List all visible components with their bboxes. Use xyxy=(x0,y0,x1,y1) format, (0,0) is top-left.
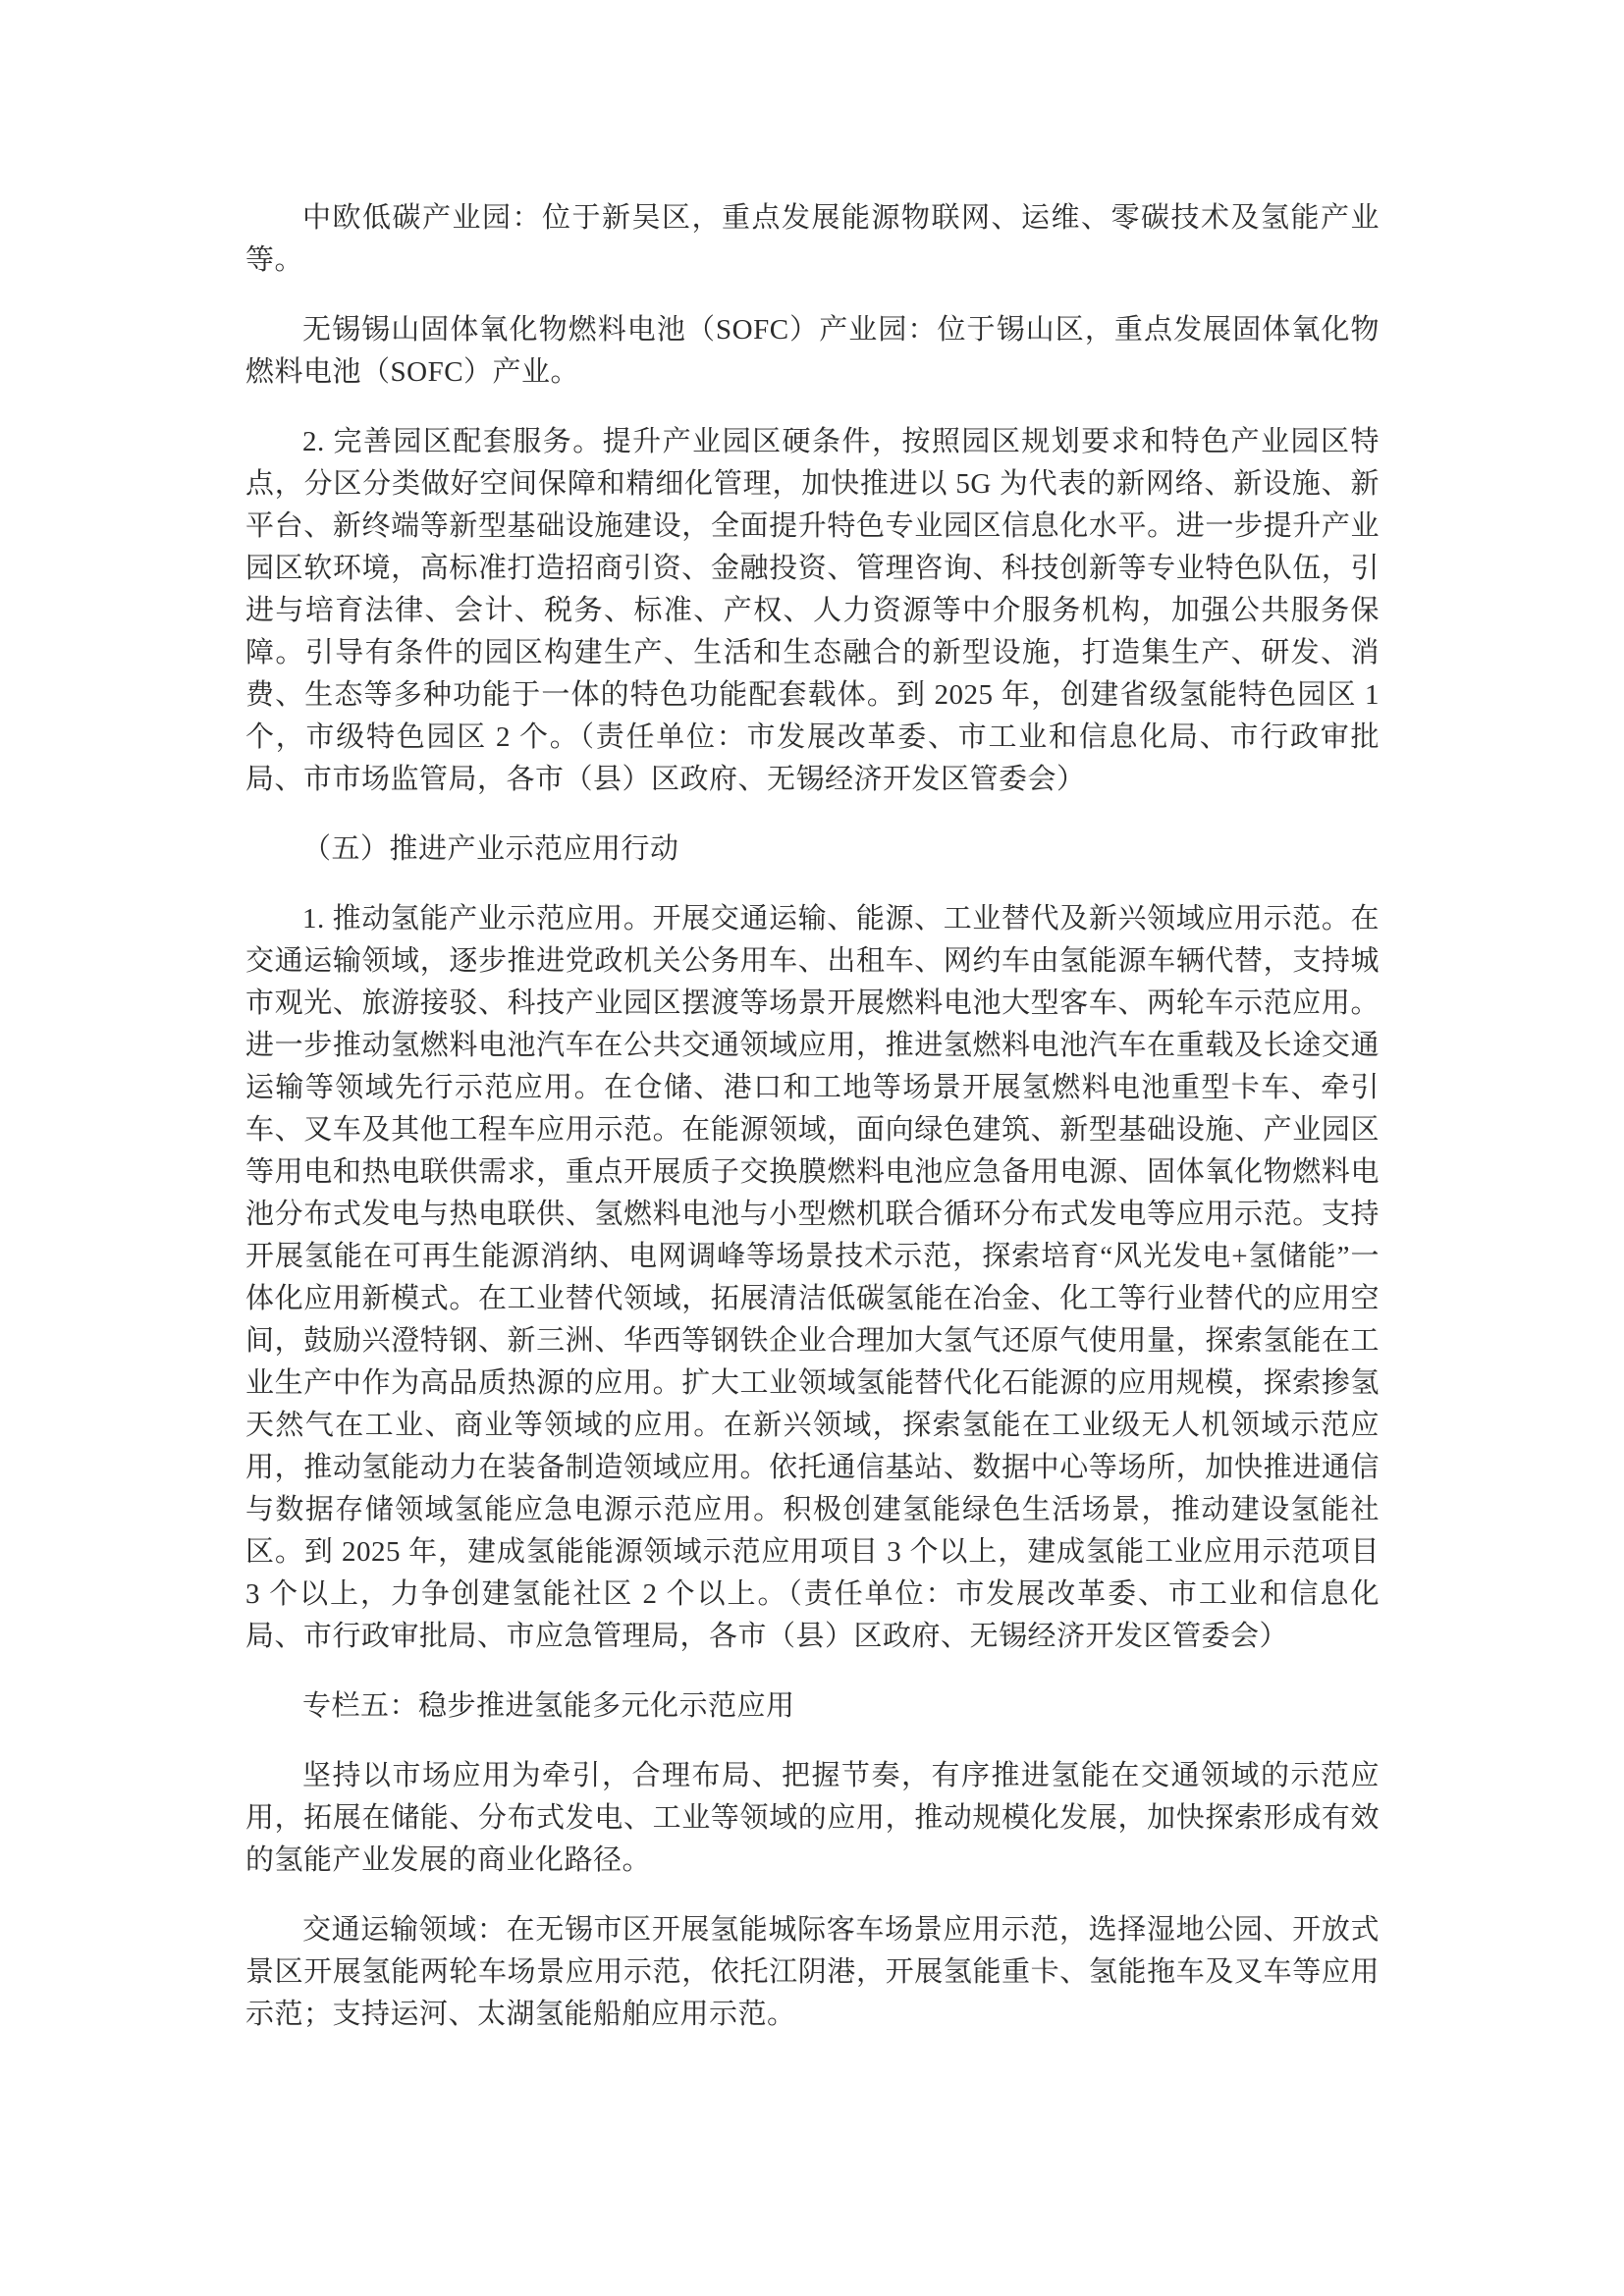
paragraph-zhongou-low-carbon-park: 中欧低碳产业园：位于新吴区，重点发展能源物联网、运维、零碳技术及氢能产业等。 xyxy=(245,202,1380,276)
paragraph-xishan-sofc-park: 无锡锡山固体氧化物燃料电池（SOFC）产业园：位于锡山区，重点发展固体氧化物燃料电池（SOFC）产业。 xyxy=(245,314,1380,388)
paragraph-transportation-field-demonstration: 交通运输领域：在无锡市区开展氢能城际客车场景应用示范，选择湿地公园、开放式景区开展氢能两轮车场景应用示范，依托江阴港，开展氢能重卡、氢能拖车及叉车等应用示范；支持运河、太湖氢能船舶应用示范。 xyxy=(245,1914,1380,2030)
heading-column-five-diversified-demonstration: 专栏五：稳步推进氢能多元化示范应用 xyxy=(302,1690,795,1722)
paragraph-2-park-supporting-services: 2. 完善园区配套服务。提升产业园区硬条件，按照园区规划要求和特色产业园区特点，分区分类做好空间保障和精细化管理，加快推进以 5G 为代表的新网络、新设施、新平台、新终端等新型基础设施建设，全面提升特色专业园区信息化水平。进一步提升产业园区软环境，高标准打造招商引资、金融投资、管理咨询、科技创新等专业特色队伍，引进与培育法律、会计、税务、标准、产权、人力资源等中介服务机构，加强公共服务保障。引导有条件的园区构建生产、生活和生态融合的新型设施，打造集生产、研发、消费、生态等多种功能于一体的特色功能配套载体。到 2025 年，创建省级氢能特色园区 1 个，市级特色园区 2 个。（责任单位：市发展改革委、市工业和信息化局、市行政审批局、市市场监管局，各市（县）区政府、无锡经济开发区管委会） xyxy=(245,426,1380,795)
paragraph-market-application-guidance: 坚持以市场应用为牵引，合理布局、把握节奏，有序推进氢能在交通领域的示范应用，拓展在储能、分布式发电、工业等领域的应用，推动规模化发展，加快探索形成有效的氢能产业发展的商业化路径。 xyxy=(245,1760,1380,1876)
heading-section-five-demonstration-action: （五）推进产业示范应用行动 xyxy=(302,833,679,865)
paragraph-1-hydrogen-demonstration-application: 1. 推动氢能产业示范应用。开展交通运输、能源、工业替代及新兴领域应用示范。在交通运输领域，逐步推进党政机关公务用车、出租车、网约车由氢能源车辆代替，支持城市观光、旅游接驳、科技产业园区摆渡等场景开展燃料电池大型客车、两轮车示范应用。进一步推动氢燃料电池汽车在公共交通领域应用，推进氢燃料电池汽车在重载及长途交通运输等领域先行示范应用。在仓储、港口和工地等场景开展氢燃料电池重型卡车、牵引车、叉车及其他工程车应用示范。在能源领域，面向绿色建筑、新型基础设施、产业园区等用电和热电联供需求，重点开展质子交换膜燃料电池应急备用电源、固体氧化物燃料电池分布式发电与热电联供、氢燃料电池与小型燃机联合循环分布式发电等应用示范。支持开展氢能在可再生能源消纳、电网调峰等场景技术示范，探索培育“风光发电+氢储能”一体化应用新模式。在工业替代领域，拓展清洁低碳氢能在冶金、化工等行业替代的应用空间，鼓励兴澄特钢、新三洲、华西等钢铁企业合理加大氢气还原气使用量，探索氢能在工业生产中作为高品质热源的应用。扩大工业领域氢能替代化石能源的应用规模，探索掺氢天然气在工业、商业等领域的应用。在新兴领域，探索氢能在工业级无人机领域示范应用，推动氢能动力在装备制造领域应用。依托通信基站、数据中心等场所，加快推进通信与数据存储领域氢能应急电源示范应用。积极创建氢能绿色生活场景，推动建设氢能社区。到 2025 年，建成氢能能源领域示范应用项目 3 个以上，建成氢能工业应用示范项目 3 个以上，力争创建氢能社区 2 个以上。（责任单位：市发展改革委、市工业和信息化局、市行政审批局、市应急管理局，各市（县）区政府、无锡经济开发区管委会） xyxy=(245,903,1380,1652)
